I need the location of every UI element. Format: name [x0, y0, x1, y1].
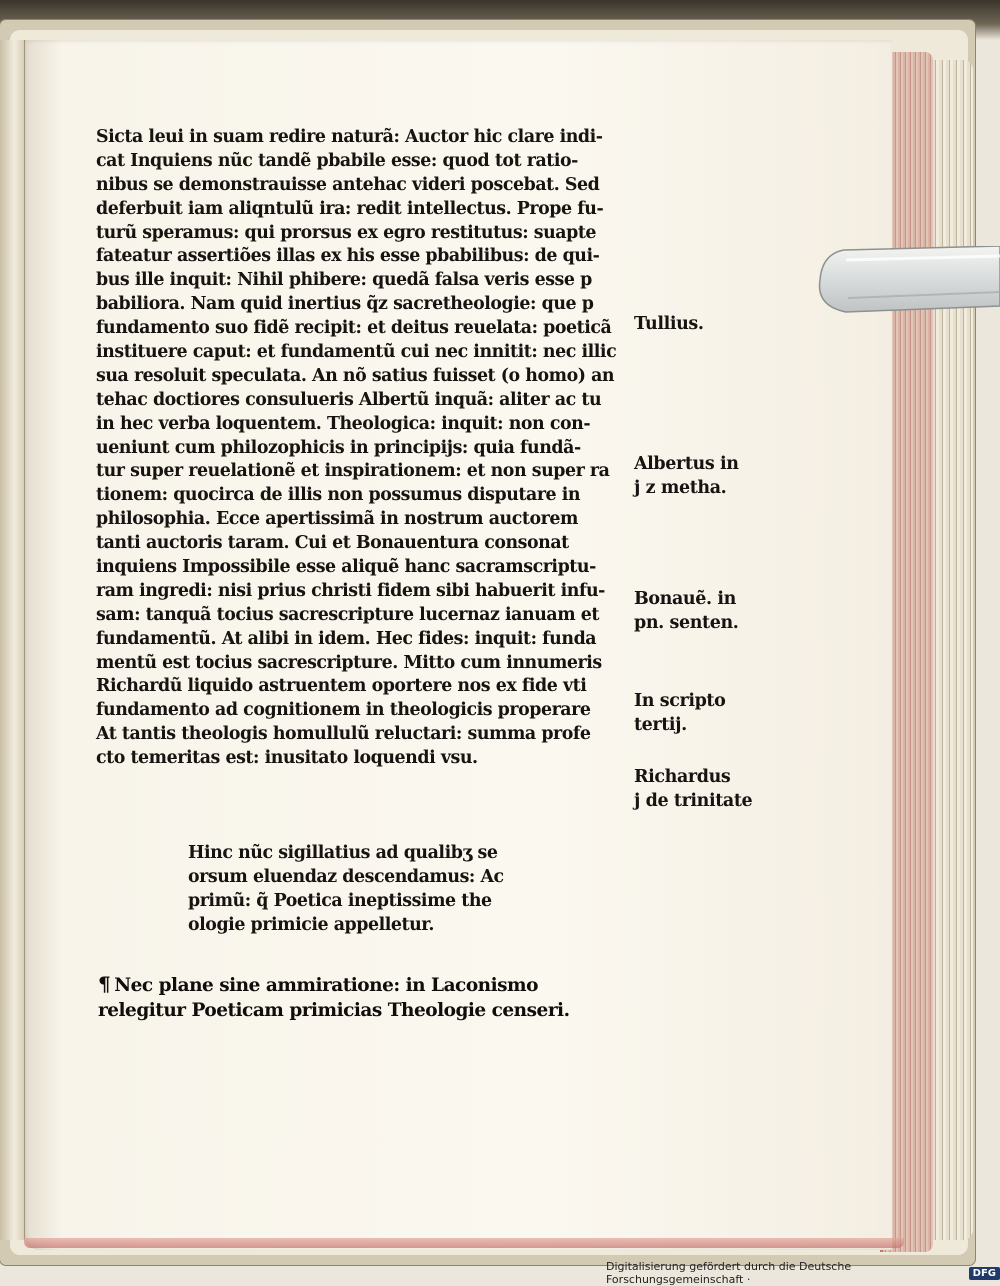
text-line: mentũ est tocius sacrescripture. Mitto cum innumeris — [96, 652, 602, 673]
bottom-red-edge — [24, 1238, 904, 1248]
footer — [606, 1260, 1000, 1286]
text-line: cto temeritas est: inusitato loquendi vsu. — [96, 748, 478, 769]
text-line: tionem: quocirca de illis non possumus disputare in — [96, 485, 581, 506]
margin-note-bonauentura — [634, 587, 739, 635]
margin-note-richardus — [634, 765, 752, 813]
text-line: in hec verba loquentem. Theologica: inquit: non con- — [96, 413, 591, 434]
text-line: cat Inquiens nũc tandẽ pbabile esse: quod tot ratio- — [96, 150, 578, 171]
final-line — [98, 972, 618, 998]
margin-note-line: pn. senten. — [634, 613, 739, 633]
text-line: sua resoluit speculata. An nõ satius fuisset (o homo) an — [96, 365, 615, 386]
text-line: fundamento suo fidẽ recipit: et deitus reuelata: poeticã — [96, 318, 612, 339]
text-line: Richardũ liquido astruentem oportere nos ex fide vti — [96, 676, 587, 697]
final-line: relegitur Poeticam primicias Theologie censeri. — [98, 1000, 570, 1021]
indented-line: orsum eluendaz descendamus: Ac — [188, 866, 504, 887]
footer-text: Digitalisierung gefördert durch die Deutsche Forschungsgemeinschaft · — [606, 1260, 852, 1286]
margin-note-tullius — [634, 312, 704, 336]
text-line: fundamento ad cognitionem in theologicis properare — [96, 700, 591, 721]
margin-note-line: Bonauẽ. in — [634, 589, 736, 609]
pilcrow-mark: ¶ — [98, 972, 111, 996]
glass-weight-shape — [816, 246, 1000, 314]
indented-paragraph — [188, 842, 528, 938]
text-line: At tantis theologis homullulũ reluctari: summa profe — [96, 724, 591, 745]
text-line: sam: tanquã tocius sacrescripture lucernaz ianuam et — [96, 604, 599, 625]
indented-line: ologie primicie appelletur. — [188, 914, 435, 935]
margin-note-line: j de trinitate — [634, 791, 753, 811]
text-line: nibus se demonstrauisse antehac videri poscebat. Sed — [96, 174, 600, 195]
margin-note-line: In scripto — [634, 691, 726, 711]
text-line: tehac doctiores consulueris Albertũ inquã: aliter ac tu — [96, 389, 602, 410]
text-line: inquiens Impossibile esse aliquẽ hanc sacramscriptu- — [96, 557, 596, 578]
indented-line: primũ: q̃ Poetica ineptissime the — [188, 890, 492, 911]
text-line: turũ speramus: qui prorsus ex egro restitutus: suapte — [96, 222, 597, 243]
main-text — [96, 126, 616, 771]
indented-line: Hinc nũc sigillatius ad qualibʒ se — [188, 843, 498, 863]
margin-note-line: Richardus — [634, 767, 731, 787]
margin-note-line: tertij. — [634, 715, 687, 735]
text-line: fundamentũ. At alibi in idem. Hec fides: inquit: funda — [96, 628, 597, 649]
final-line-text: Nec plane sine ammiratione: in Laconismo — [114, 975, 538, 996]
text-line: fateatur assertiões illas ex his esse pbabilibus: de qui- — [96, 246, 600, 267]
text-line: tur super reuelationẽ et inspirationem: et non super ra — [96, 461, 610, 482]
margin-note-line: Tullius. — [634, 314, 704, 334]
margin-note-in-scripto — [634, 689, 725, 737]
margin-note-line: Albertus in — [634, 454, 739, 474]
final-paragraph — [98, 972, 618, 1023]
margin-note-line: j z metha. — [634, 478, 727, 498]
text-line: ueniunt cum philozophicis in principijs: quia fundã- — [96, 437, 581, 458]
text-line: bus ille inquit: Nihil phibere: quedã falsa veris esse p — [96, 270, 592, 291]
dfg-logo: DFG — [969, 1267, 1000, 1280]
text-line: philosophia. Ecce apertissimã in nostrum auctorem — [96, 509, 578, 530]
text-line: tanti auctoris taram. Cui et Bonauentura consonat — [96, 533, 569, 554]
left-page-edge — [0, 40, 25, 1240]
margin-note-albertus — [634, 452, 739, 500]
text-line: deferbuit iam aliqntulũ ira: redit intellectus. Prope fu- — [96, 198, 604, 219]
text-line: Sicta leui in suam redire naturã: Auctor hic clare indi- — [96, 127, 603, 147]
text-line: babiliora. Nam quid inertius q̃z sacretheologie: que p — [96, 294, 594, 315]
text-line: instituere caput: et fundamentũ cui nec innitit: nec illic — [96, 342, 617, 363]
text-line: ram ingredi: nisi prius christi fidem sibi habuerit infu- — [96, 580, 605, 601]
glass-page-weight — [816, 246, 1000, 314]
